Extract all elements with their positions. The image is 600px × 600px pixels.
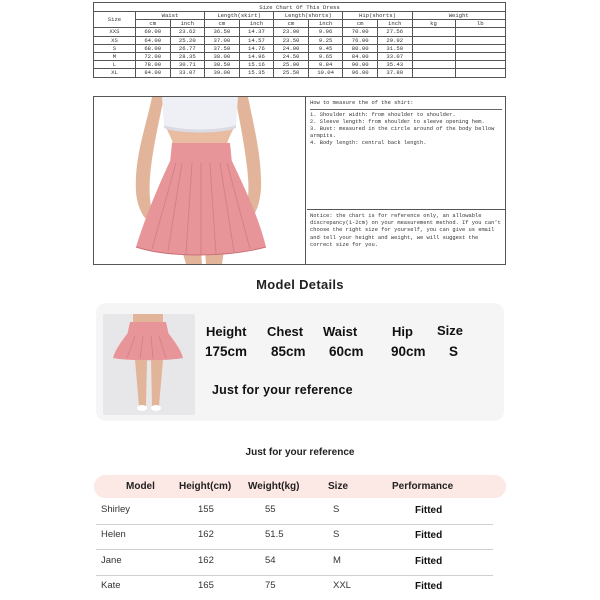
measurement-cell: 78.00 — [135, 61, 170, 69]
measurement-cell: 15.16 — [239, 61, 274, 69]
unit-cell: inch — [170, 20, 205, 28]
cell-weight: 51.5 — [265, 529, 284, 540]
unit-row — [94, 20, 506, 28]
size-chart-table — [93, 2, 506, 78]
reference-header — [94, 475, 506, 498]
unit-cell: cm — [135, 20, 170, 28]
measurement-cell: 37.80 — [377, 69, 412, 77]
cell-performance: Fitted — [415, 530, 443, 541]
measurement-cell — [455, 36, 505, 44]
measurement-cell: 37.00 — [205, 36, 240, 44]
reference-title: Just for your reference — [245, 447, 355, 458]
measurement-cell: 9.84 — [308, 61, 343, 69]
measurement-cell: 14.96 — [239, 52, 274, 60]
measurement-cell: 9.65 — [308, 52, 343, 60]
cell-height: 162 — [198, 555, 214, 566]
cell-weight: 75 — [265, 580, 276, 591]
measurement-cell: 14.37 — [239, 28, 274, 36]
size-row — [94, 28, 506, 36]
chest-label: Chest — [267, 324, 304, 339]
measure-step: 1. Shoulder width: from shoulder to shoulder. — [310, 111, 456, 118]
unit-cell: inch — [377, 20, 412, 28]
measurement-cell: 30.71 — [170, 61, 205, 69]
size-value: S — [449, 344, 459, 359]
cell-performance: Fitted — [415, 581, 443, 592]
measurement-cell: 28.35 — [170, 52, 205, 60]
cell-size: XXL — [333, 580, 351, 591]
reference-row — [96, 550, 493, 576]
unit-cell: cm — [274, 20, 309, 28]
measurement-cell — [455, 28, 505, 36]
measure-step: 2. Sleeve length: from shoulder to sleeve opening hem. — [310, 118, 485, 125]
measurement-cell — [455, 52, 505, 60]
cell-weight: 55 — [265, 504, 276, 515]
measurement-cell: 80.00 — [343, 44, 378, 52]
unit-cell: inch — [308, 20, 343, 28]
size-cell: L — [94, 61, 136, 69]
header-height: Height(cm) — [179, 481, 232, 492]
reference-row — [96, 575, 493, 600]
measure-step: 3. Bust: measured in the circle around of the body bellow armpits. — [310, 125, 495, 139]
height-label: Height — [206, 324, 247, 339]
how-to-heading: How to measure the of the shirt: — [310, 100, 414, 106]
measurement-cell: 25.00 — [274, 61, 309, 69]
cell-size: M — [333, 555, 341, 566]
measurement-cell: 24.50 — [274, 52, 309, 60]
header-weight: Weight(kg) — [248, 481, 300, 492]
group-header-waist: Waist — [135, 12, 204, 20]
cell-performance: Fitted — [415, 556, 443, 567]
cell-weight: 54 — [265, 555, 276, 566]
unit-cell: cm — [205, 20, 240, 28]
measurement-cell: 38.50 — [205, 61, 240, 69]
measurement-cell — [455, 44, 505, 52]
unit-cell: cm — [343, 20, 378, 28]
measurement-cell — [412, 28, 455, 36]
model-photo — [103, 314, 195, 415]
size-row — [94, 36, 506, 44]
measurement-cell — [412, 52, 455, 60]
model-details-card — [96, 303, 504, 421]
measurement-cell: 15.35 — [239, 69, 274, 77]
height-value: 175cm — [205, 344, 248, 359]
group-header-weight: Weight — [412, 12, 505, 20]
size-cell: XS — [94, 36, 136, 44]
unit-cell: inch — [239, 20, 274, 28]
size-cell: S — [94, 44, 136, 52]
cell-model: Helen — [101, 529, 126, 540]
measurement-cell: 14.57 — [239, 36, 274, 44]
model-details-title: Model Details — [256, 277, 344, 292]
measurement-cell: 38.00 — [205, 52, 240, 60]
waist-value: 60cm — [329, 344, 364, 359]
reference-row — [96, 524, 493, 550]
reference-note: Just for your reference — [212, 383, 353, 397]
measurement-cell: 33.07 — [377, 52, 412, 60]
measurement-cell: 68.00 — [135, 44, 170, 52]
measurement-cell: 84.00 — [343, 52, 378, 60]
cell-model: Jane — [101, 555, 122, 566]
size-chart-title: Size Chart Of This Dress — [94, 3, 506, 12]
measurement-cell: 33.07 — [170, 69, 205, 77]
measurement-cell — [412, 36, 455, 44]
cell-size: S — [333, 504, 340, 515]
measurement-cell: 10.04 — [308, 69, 343, 77]
measurement-cell: 23.62 — [170, 28, 205, 36]
measurement-cell: 9.45 — [308, 44, 343, 52]
size-cell: M — [94, 52, 136, 60]
measurement-cell: 60.00 — [135, 28, 170, 36]
size-column-header: Size — [94, 12, 136, 28]
model-illustration — [103, 314, 195, 415]
measurement-cell: 35.43 — [377, 61, 412, 69]
size-row — [94, 52, 506, 60]
measurement-cell: 9.25 — [308, 36, 343, 44]
skirt-photo — [94, 97, 306, 264]
measurement-cell: 64.00 — [135, 36, 170, 44]
measurement-cell: 14.76 — [239, 44, 274, 52]
measurement-cell: 76.00 — [343, 36, 378, 44]
measurement-cell: 9.06 — [308, 28, 343, 36]
skirt-model-illustration — [94, 97, 306, 264]
unit-cell: lb — [455, 20, 505, 28]
measurement-cell: 39.00 — [205, 69, 240, 77]
size-row — [94, 61, 506, 69]
measurement-cell: 25.20 — [170, 36, 205, 44]
group-header-length-shorts: Length(shorts) — [274, 12, 343, 20]
divider — [310, 109, 502, 110]
waist-label: Waist — [323, 324, 358, 339]
size-label: Size — [437, 323, 464, 338]
measurement-cell: 23.50 — [274, 36, 309, 44]
hip-value: 90cm — [391, 344, 426, 359]
size-row — [94, 69, 506, 77]
measure-step: 4. Body length: central back length. — [310, 139, 427, 146]
cell-height: 155 — [198, 504, 214, 515]
measurement-cell — [412, 44, 455, 52]
header-model: Model — [126, 481, 155, 492]
measurement-cell: 36.50 — [205, 28, 240, 36]
measurement-cell: 25.50 — [274, 69, 309, 77]
cell-height: 162 — [198, 529, 214, 540]
measurement-cell: 72.00 — [135, 52, 170, 60]
how-to-measure — [307, 97, 505, 210]
measure-notes — [307, 97, 505, 264]
hip-label: Hip — [392, 324, 413, 339]
measurement-cell: 26.77 — [170, 44, 205, 52]
cell-model: Shirley — [101, 504, 131, 515]
size-cell: XL — [94, 69, 136, 77]
unit-cell: kg — [412, 20, 455, 28]
header-performance: Performance — [392, 481, 454, 492]
reference-row — [96, 499, 493, 525]
measurement-cell: 96.00 — [343, 69, 378, 77]
measurement-cell: 70.00 — [343, 28, 378, 36]
cell-size: S — [333, 529, 340, 540]
group-header-length-skirt: Length(skirt) — [205, 12, 274, 20]
measurement-cell: 84.00 — [135, 69, 170, 77]
size-row — [94, 44, 506, 52]
measurement-cell — [455, 69, 505, 77]
cell-performance: Fitted — [415, 505, 443, 516]
header-size: Size — [328, 481, 349, 492]
measurement-cell: 29.92 — [377, 36, 412, 44]
chest-value: 85cm — [271, 344, 306, 359]
measurement-cell — [412, 61, 455, 69]
cell-height: 165 — [198, 580, 214, 591]
measurement-cell: 90.00 — [343, 61, 378, 69]
measurement-cell: 27.56 — [377, 28, 412, 36]
size-chart-body — [94, 28, 506, 77]
group-header-hip-shorts: Hip(shorts) — [343, 12, 412, 20]
cell-model: Kate — [101, 580, 121, 591]
measurement-cell — [455, 61, 505, 69]
measure-panel — [93, 96, 506, 265]
measurement-cell: 31.50 — [377, 44, 412, 52]
size-cell: XXS — [94, 28, 136, 36]
measurement-cell: 23.00 — [274, 28, 309, 36]
measurement-cell: 37.50 — [205, 44, 240, 52]
notice-text: Notice: the chart is for reference only, an allowable discrepancy(1-2cm) on your measurement method. If you can't choose the right size for yourself, you can give us email and tell your height and weight, we will suggest the correct size for you. — [310, 213, 501, 248]
measurement-cell: 24.00 — [274, 44, 309, 52]
measurement-cell — [412, 69, 455, 77]
